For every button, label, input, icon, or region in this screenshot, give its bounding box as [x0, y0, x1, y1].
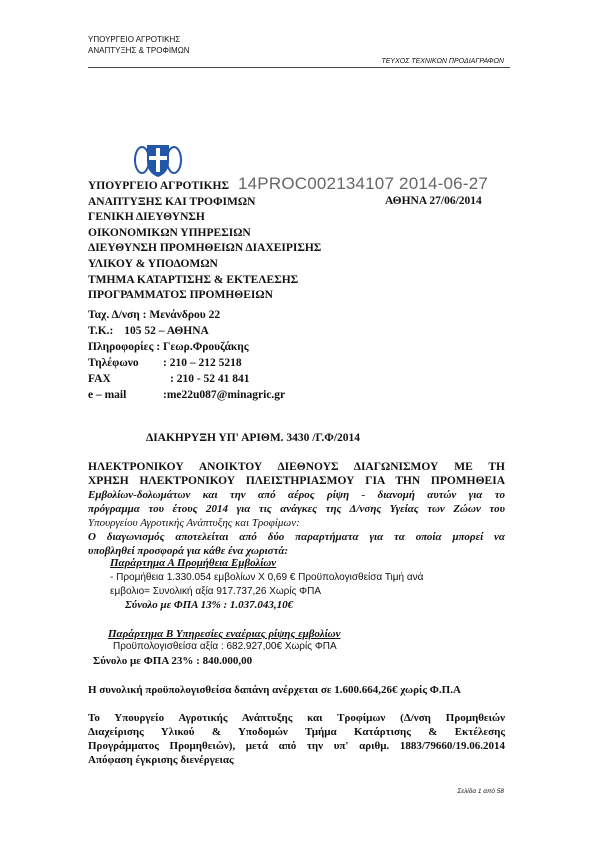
- page-number: Σελίδα 1 από 58: [457, 788, 504, 795]
- contact-phone-value: : 210 – 212 5218: [163, 357, 242, 369]
- contact-info: [88, 341, 249, 353]
- authority-line: ΔΙΕΥΘΥΝΣΗ ΠΡΟΜΗΘΕΙΩΝ ΔΙΑΧΕΙΡΙΣΗΣ: [88, 242, 322, 255]
- budget-total: Η συνολική προϋπολογισθείσα δαπάνη ανέρχεται σε 1.600.664,26€ χωρίς Φ.Π.Α: [88, 684, 461, 696]
- header-ministry: [88, 34, 189, 56]
- contact-address: [88, 309, 220, 321]
- contact-email-value: :me22u087@minagric.gr: [163, 389, 286, 401]
- contact-fax-label: FAX: [88, 373, 111, 385]
- authority-line: ΓΕΝΙΚΗ ΔΙΕΥΘΥΝΣΗ: [88, 211, 205, 224]
- greek-emblem-icon: [133, 140, 183, 183]
- annex-intro-line: υποβληθεί προσφορά για κάθε ένα χωριστά:: [88, 545, 289, 557]
- closing-paragraph: [88, 711, 505, 767]
- intro-line: Υπουργείου Αγροτικής Ανάπτυξης και Τροφίμων:: [88, 517, 300, 529]
- closing-line: Απόφαση έγκρισης διενέργειας: [88, 754, 234, 766]
- authority-line: ΤΜΗΜΑ ΚΑΤΑΡΤΙΣΗΣ & ΕΚΤΕΛΕΣΗΣ: [88, 273, 299, 286]
- annex-b-title: Παράρτημα Β Υπηρεσίες εναέριας ρίψης εμβολίων: [108, 628, 341, 640]
- authority-line: ΥΛΙΚΟΥ & ΥΠΟΔΟΜΩΝ: [88, 257, 218, 270]
- annex-b-total: Σύνολο με ΦΠΑ 23% : 840.000,00: [93, 655, 253, 667]
- authority-line: ΟΙΚΟΝΟΜΙΚΩΝ ΥΠΗΡΕΣΙΩΝ: [88, 226, 251, 239]
- annex-a-item-line1: - Προμήθεια 1.330.054 εμβολίων Χ 0,69 € Προϋπολογισθείσα Τιμή ανά: [110, 572, 424, 583]
- annex-intro-line: Ο διαγωνισμός αποτελείται από δύο παραρτήματα για τα οποία μπορεί να: [88, 531, 505, 543]
- intro-line: Εμβολίων-δολωμάτων και την από αέρος ρίψη - διανομή αυτών για το: [88, 489, 505, 501]
- protocol-stamp: 14PROC002134107 2014-06-27: [238, 174, 488, 193]
- intro-line: ΧΡΗΣΗ ΗΛΕΚΤΡΟΝΙΚΟΥ ΠΛΕΙΣΤΗΡΙΑΣΜΟΥ ΓΙΑ ΤΗΝ ΠΡΟΜΗΘΕΙΑ: [88, 475, 505, 487]
- annex-a-item-line2: εμβολιο= Συνολική αξία 917.737,26 Χωρίς ΦΠΑ: [110, 586, 322, 597]
- authority-line: ΑΝΑΠΤΥΞΗΣ ΚΑΙ ΤΡΟΦΙΜΩΝ: [88, 195, 256, 208]
- header-ministry-line1: ΥΠΟΥΡΓΕΙΟ ΑΓΡΟΤΙΚΗΣ: [88, 35, 181, 44]
- closing-line: Το Υπουργείο Αγροτικής Ανάπτυξης και Τροφίμων (Δ/νση Προμηθειών: [88, 712, 505, 724]
- contact-email-label: e – mail: [88, 389, 127, 401]
- address-label: Ταχ. Δ/νση :: [88, 309, 147, 321]
- annex-b-item: Προϋπολογισθείσα αξία : 682.927,00€ Χωρίς ΦΠΑ: [113, 641, 337, 652]
- closing-line: Διαχείρισης Υλικού & Υποδομών Τμήμα Κατάρτισης & Εκτέλεσης: [88, 726, 505, 738]
- annex-intro: [88, 530, 505, 558]
- authority-line: ΠΡΟΓΡΑΜΜΑΤΟΣ ΠΡΟΜΗΘΕΙΩΝ: [88, 289, 273, 302]
- contact-fax-value: : 210 - 52 41 841: [170, 373, 250, 385]
- contact-postcode: [88, 325, 209, 337]
- closing-line: Προγράμματος Προμηθειών), μετά από την υπ' αριθμ. 1883/79660/19.06.2014: [88, 740, 505, 752]
- info-label: Πληροφορίες :: [88, 341, 161, 353]
- place-date: ΑΘΗΝΑ 27/06/2014: [385, 195, 482, 207]
- authority-line: ΥΠΟΥΡΓΕΙΟ ΑΓΡΟΤΙΚΗΣ: [88, 180, 230, 192]
- authority-block: [88, 179, 321, 304]
- intro-paragraph: [88, 460, 505, 530]
- header-doc-type: ΤΕΥΧΟΣ ΤΕΧΝΙΚΩΝ ΠΡΟΔΙΑΓΡΑΦΩΝ: [381, 58, 504, 65]
- address-value: Μενάνδρου 22: [149, 309, 221, 321]
- contact-phone-label: Τηλέφωνο: [88, 357, 139, 369]
- postcode-value: 105 52 – ΑΘΗΝΑ: [124, 325, 209, 337]
- header-divider: [88, 67, 510, 68]
- header-ministry-line2: ΑΝΑΠΤΥΞΗΣ & ΤΡΟΦΙΜΩΝ: [88, 46, 190, 55]
- intro-line: πρόγραμμα του έτους 2014 για τις ανάγκες της Δ/νσης Υγείας των Ζώων του: [88, 503, 505, 515]
- postcode-label: Τ.Κ.:: [88, 325, 114, 337]
- page-title: ΔΙΑΚΗΡΥΞΗ ΥΠ' ΑΡΙΘΜ. 3430 /Γ.Φ/2014: [146, 432, 361, 444]
- info-value: Γεωρ.Φρουζάκης: [163, 341, 249, 353]
- intro-line: ΗΛΕΚΤΡΟΝΙΚΟΥ ΑΝΟΙΚΤΟΥ ΔΙΕΘΝΟΥΣ ΔΙΑΓΩΝΙΣΜΟΥ ΜΕ ΤΗ: [88, 461, 505, 473]
- annex-a-total: Σύνολο με ΦΠΑ 13% : 1.037.043,10€: [125, 599, 294, 611]
- annex-a-title: Παράρτημα Α Προμήθεια Εμβολίων: [110, 557, 277, 569]
